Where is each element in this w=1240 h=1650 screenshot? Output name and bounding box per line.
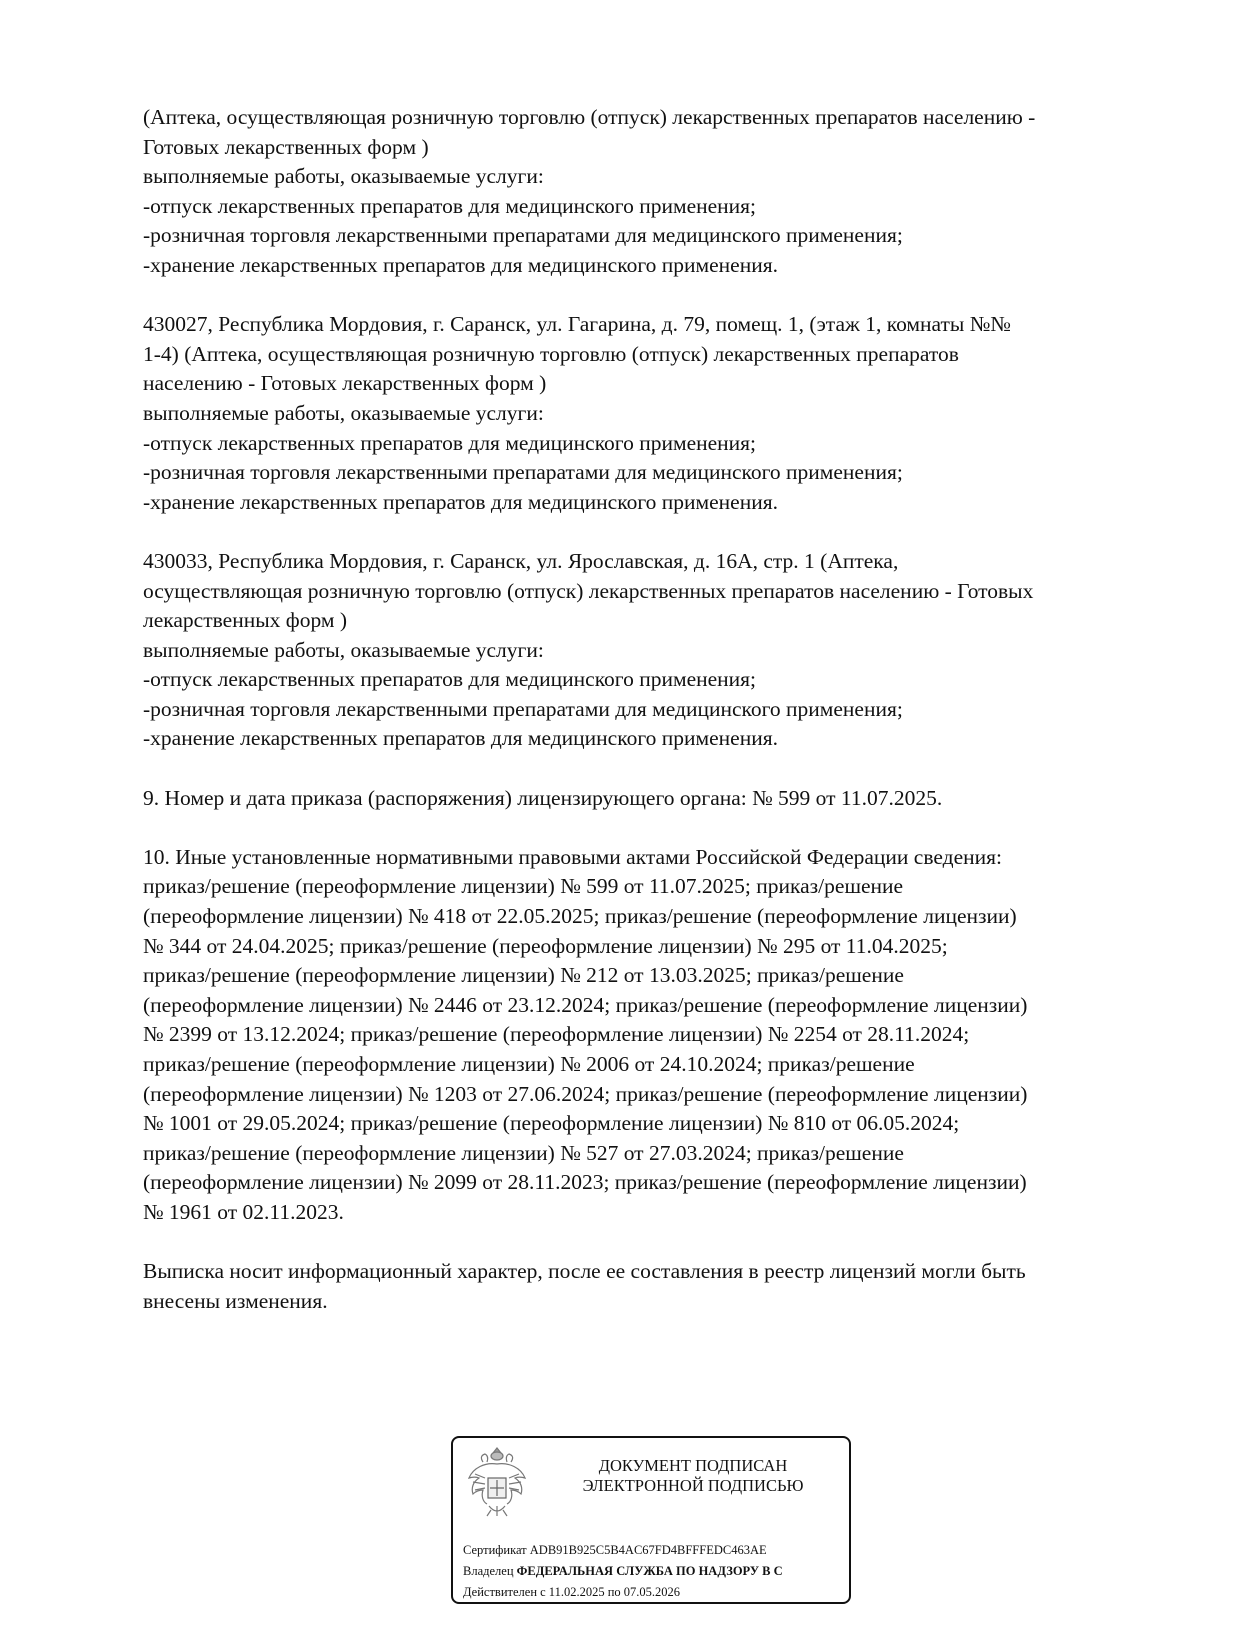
paragraph-gap (143, 754, 1183, 784)
paragraph-gap (143, 517, 1183, 547)
paragraph-gap (143, 281, 1183, 311)
text-line: № 2399 от 13.12.2024; приказ/решение (переоформление лицензии) № 2254 от 28.11.2024; (143, 1022, 970, 1047)
stamp-title (543, 1456, 843, 1496)
stamp-details (463, 1540, 847, 1603)
text-line: выполняемые работы, оказываемые услуги: (143, 164, 544, 189)
text-line: 9. Номер и дата приказа (распоряжения) лицензирующего органа: № 599 от 11.07.2025. (143, 785, 943, 810)
text-line: (переоформление лицензии) № 418 от 22.05.2025; приказ/решение (переоформление лицензии) (143, 904, 1017, 929)
validity-row: Действителен с 11.02.2025 по 07.05.2026 (463, 1585, 681, 1599)
text-line: № 1001 от 29.05.2024; приказ/решение (переоформление лицензии) № 810 от 06.05.2024; (143, 1111, 960, 1136)
certificate-label: Сертификат (463, 1543, 527, 1557)
paragraph-address-gagarina (143, 310, 1183, 517)
text-line: выполняемые работы, оказываемые услуги: (143, 400, 544, 425)
text-line: (переоформление лицензии) № 2099 от 28.11.2023; приказ/решение (переоформление лицензии) (143, 1170, 1027, 1195)
text-line: (переоформление лицензии) № 2446 от 23.12.2024; приказ/решение (переоформление лицензии) (143, 992, 1028, 1017)
text-line: Выписка носит информационный характер, после ее составления в реестр лицензий могли быть (143, 1259, 1026, 1284)
text-line: 1-4) (Аптека, осуществляющая розничную торговлю (отпуск) лекарственных препаратов (143, 341, 959, 366)
owner-label: Владелец (463, 1564, 514, 1578)
paragraph-section-9 (143, 784, 1183, 814)
text-line: (переоформление лицензии) № 1203 от 27.06.2024; приказ/решение (переоформление лицензии) (143, 1081, 1028, 1106)
text-line: приказ/решение (переоформление лицензии) № 527 от 27.03.2024; приказ/решение (143, 1140, 904, 1165)
text-line: лекарственных форм ) (143, 608, 348, 633)
text-line: населению - Готовых лекарственных форм ) (143, 371, 547, 396)
text-line: Готовых лекарственных форм ) (143, 134, 429, 159)
text-line: -розничная торговля лекарственными препаратами для медицинского применения; (143, 460, 903, 485)
text-line: 430033, Республика Мордовия, г. Саранск, ул. Ярославская, д. 16А, стр. 1 (Аптека, (143, 548, 899, 573)
stamp-title-line-1: ДОКУМЕНТ ПОДПИСАН (598, 1456, 788, 1475)
text-line: приказ/решение (переоформление лицензии) № 2006 от 24.10.2024; приказ/решение (143, 1052, 915, 1076)
text-line: приказ/решение (переоформление лицензии) № 212 от 13.03.2025; приказ/решение (143, 963, 904, 988)
text-line: 10. Иные установленные нормативными правовыми актами Российской Федерации сведения: (143, 844, 1002, 869)
text-line: 430027, Республика Мордовия, г. Саранск, ул. Гагарина, д. 79, помещ. 1, (этаж 1, комнаты №№ (143, 312, 1011, 337)
certificate-row (463, 1540, 847, 1561)
text-line: -хранение лекарственных препаратов для медицинского применения. (143, 252, 778, 277)
paragraph-gap (143, 813, 1183, 843)
russian-coat-of-arms-icon (465, 1444, 529, 1520)
document-body (143, 103, 1183, 1316)
paragraph-gap (143, 1228, 1183, 1258)
paragraph-activity-1 (143, 103, 1183, 281)
text-line: -отпуск лекарственных препаратов для медицинского применения; (143, 430, 757, 455)
text-line: выполняемые работы, оказываемые услуги: (143, 637, 544, 662)
electronic-signature-stamp (451, 1436, 851, 1604)
text-line: № 344 от 24.04.2025; приказ/решение (переоформление лицензии) № 295 от 11.04.2025; (143, 933, 948, 958)
paragraph-disclaimer (143, 1257, 1183, 1316)
paragraph-address-yaroslavskaya (143, 547, 1183, 754)
text-line: -отпуск лекарственных препаратов для медицинского применения; (143, 193, 757, 218)
text-line: осуществляющая розничную торговлю (отпуск) лекарственных препаратов населению - Готовых (143, 578, 1034, 603)
owner-value: ФЕДЕРАЛЬНАЯ СЛУЖБА ПО НАДЗОРУ В С (516, 1564, 783, 1578)
text-line: -отпуск лекарственных препаратов для медицинского применения; (143, 667, 757, 692)
certificate-value: ADB91B925C5B4AC67FD4BFFFEDC463AE (529, 1543, 767, 1557)
text-line: -хранение лекарственных препаратов для медицинского применения. (143, 489, 778, 514)
owner-row (463, 1561, 847, 1582)
stamp-title-line-2: ЭЛЕКТРОННОЙ ПОДПИСЬЮ (582, 1476, 804, 1495)
text-line: внесены изменения. (143, 1288, 328, 1313)
text-line: -розничная торговля лекарственными препаратами для медицинского применения; (143, 223, 903, 248)
text-line: -хранение лекарственных препаратов для медицинского применения. (143, 726, 778, 751)
paragraph-section-10 (143, 843, 1183, 1228)
text-line: № 1961 от 02.11.2023. (143, 1199, 344, 1224)
text-line: (Аптека, осуществляющая розничную торговлю (отпуск) лекарственных препаратов населению - (143, 105, 1036, 129)
text-line: -розничная торговля лекарственными препаратами для медицинского применения; (143, 696, 903, 721)
text-line: приказ/решение (переоформление лицензии) № 599 от 11.07.2025; приказ/решение (143, 874, 904, 899)
